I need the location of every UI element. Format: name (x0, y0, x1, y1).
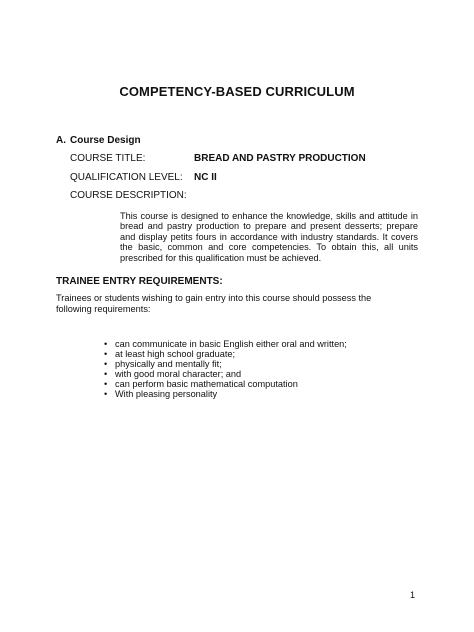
course-title-value: BREAD AND PASTRY PRODUCTION (194, 153, 366, 164)
list-item-text: physically and mentally fit; (115, 359, 222, 370)
section-letter: A. (56, 135, 66, 146)
bullet-icon: • (104, 349, 108, 360)
bullet-icon: • (104, 379, 108, 390)
requirements-list (104, 339, 347, 400)
list-item (104, 389, 347, 399)
list-item (104, 379, 347, 389)
bullet-icon: • (104, 339, 108, 349)
list-item-text: With pleasing personality (115, 389, 218, 400)
list-item (104, 349, 347, 359)
section-heading-text: Course Design (70, 135, 141, 146)
document-title: COMPETENCY-BASED CURRICULUM (119, 84, 355, 99)
list-item (104, 359, 347, 369)
list-item-text: with good moral character; and (115, 369, 242, 380)
bullet-icon: • (104, 369, 108, 380)
qualification-level-row (70, 172, 217, 183)
bullet-icon: • (104, 389, 108, 400)
list-item-text: can communicate in basic English either oral and written; (115, 339, 347, 349)
trainee-requirements-heading: TRAINEE ENTRY REQUIREMENTS: (56, 276, 223, 287)
list-item-text: at least high school graduate; (115, 349, 236, 360)
bullet-icon: • (104, 359, 108, 370)
trainee-requirements-intro: Trainees or students wishing to gain entry into this course should possess the following requirements: (56, 293, 372, 314)
qualification-level-label: QUALIFICATION LEVEL: (70, 172, 183, 183)
course-description-label: COURSE DESCRIPTION: (70, 190, 187, 201)
course-description-row (70, 190, 194, 201)
course-title-row (70, 153, 366, 164)
course-description-text: This course is designed to enhance the knowledge, skills and attitude in bread and pastry production to prepare and present desserts; prepare and display petits fours in accordance with industry standards. It covers the basic, common and core competencies. To obtain this, all units prescribed for this qualification must be achieved. (120, 211, 418, 263)
section-course-design-heading (56, 135, 141, 146)
list-item (104, 339, 347, 349)
list-item (104, 369, 347, 379)
page-number: 1 (410, 590, 416, 600)
course-title-label: COURSE TITLE: (70, 153, 146, 164)
qualification-level-value: NC II (194, 172, 217, 183)
list-item-text: can perform basic mathematical computation (115, 379, 298, 390)
